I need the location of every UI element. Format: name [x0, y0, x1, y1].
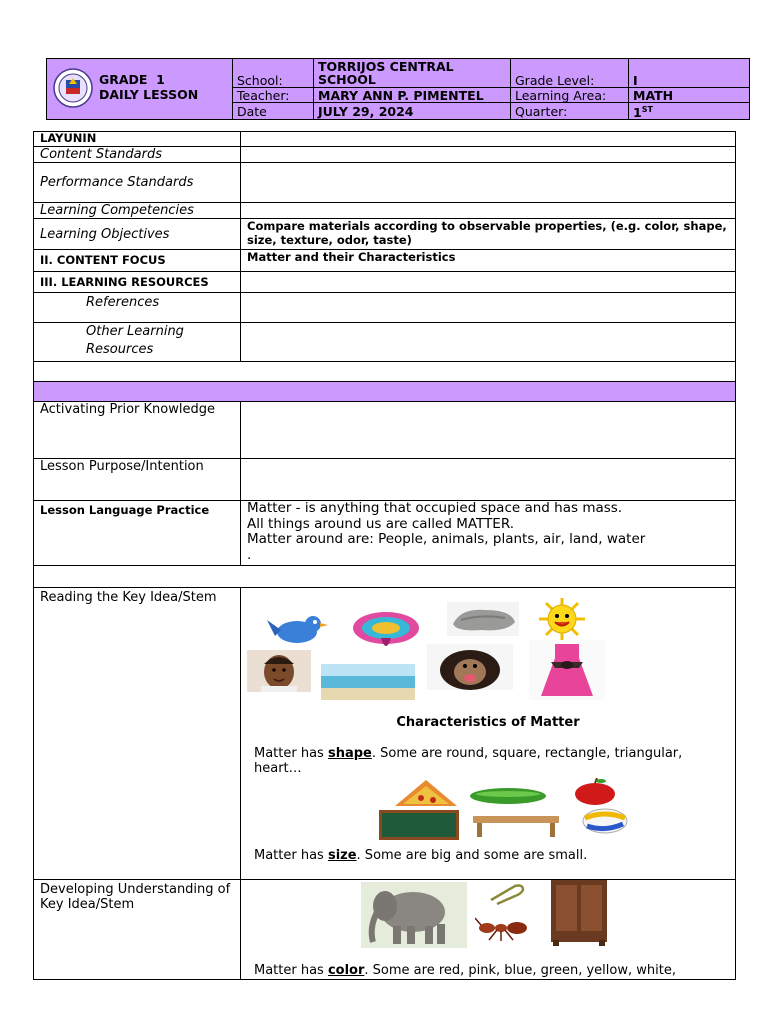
- lesson-language-value: [241, 501, 736, 566]
- content-standards-value: [241, 147, 736, 163]
- bird-image: [261, 610, 329, 650]
- grade-level-value: I: [629, 59, 750, 88]
- layunin-label: LAYUNIN: [34, 132, 241, 147]
- lesson-language-line2: All things around us are called MATTER.: [247, 515, 515, 532]
- date-label: Date: [233, 103, 314, 120]
- references-value: [241, 293, 736, 323]
- volleyball-image: [573, 806, 637, 836]
- reading-key-content: [241, 588, 736, 880]
- school-value: TORRIJOS CENTRAL SCHOOL: [314, 59, 511, 88]
- learning-objectives-value: Compare materials according to observable properties, (e.g. color, shape, size, texture, odor, taste): [241, 219, 736, 250]
- shape-text: Matter has shape. Some are round, square, rectangle, triangular, heart…: [254, 746, 683, 776]
- child-image: [247, 650, 311, 692]
- characteristics-title: Characteristics of Matter: [396, 715, 580, 730]
- references-label: References: [34, 293, 241, 323]
- lesson-language-line3: Matter around are: People, animals, plants, air, land, water: [247, 531, 646, 547]
- lesson-language-label: Lesson Language Practice: [34, 501, 241, 566]
- cabinet-image: [547, 880, 611, 946]
- rock-image: [447, 602, 519, 636]
- apple-image: [563, 778, 627, 806]
- content-standards-label: Content Standards: [34, 147, 241, 163]
- pizza-image: [391, 778, 461, 808]
- grade-level-label: Grade Level:: [511, 59, 629, 88]
- elephant-image: [361, 882, 467, 948]
- other-resources-label: Other Learning Resources: [34, 323, 241, 362]
- activating-prior-label: Activating Prior Knowledge: [34, 402, 241, 459]
- content-focus-label: II. CONTENT FOCUS: [34, 250, 241, 272]
- hat-image: [351, 608, 421, 654]
- school-label: School:: [233, 59, 314, 88]
- table-image: [469, 812, 563, 838]
- date-value: JULY 29, 2024: [314, 103, 511, 120]
- cucumber-image: [467, 786, 549, 806]
- developing-label: Developing Understanding of Key Idea/Stem: [34, 880, 241, 980]
- color-text: Matter has color. Some are red, pink, blue, green, yellow, white,: [254, 963, 676, 978]
- layunin-value: [241, 132, 736, 147]
- learning-competencies-label: Learning Competencies: [34, 203, 241, 219]
- lesson-purpose-label: Lesson Purpose/Intention: [34, 459, 241, 501]
- quarter-label: Quarter:: [511, 103, 629, 120]
- grade-title: GRADE 1: [99, 72, 165, 87]
- reading-key-label: Reading the Key Idea/Stem: [34, 588, 241, 880]
- developing-content: [241, 880, 736, 980]
- performance-standards-value: [241, 163, 736, 203]
- lesson-language-line4: .: [247, 546, 252, 563]
- header-table: [46, 58, 750, 120]
- monkey-image: [427, 644, 513, 690]
- learning-objectives-label: Learning Objectives: [34, 219, 241, 250]
- teacher-label: Teacher:: [233, 88, 314, 103]
- deped-seal-icon: [53, 68, 93, 108]
- lesson-language-line1: Matter - is anything that occupied space and has mass.: [247, 500, 623, 516]
- teacher-value: MARY ANN P. PIMENTEL: [314, 88, 511, 103]
- other-resources-value: [241, 323, 736, 362]
- learning-area-value: MATH: [629, 88, 750, 103]
- lesson-purpose-value: [241, 459, 736, 501]
- blank-row-2: [34, 566, 736, 588]
- sun-image: [531, 598, 593, 640]
- learning-resources-label: III. LEARNING RESOURCES: [34, 272, 241, 293]
- daily-lesson-title: DAILY LESSON: [99, 87, 199, 102]
- header-logo-cell: [47, 59, 233, 120]
- learning-resources-value: [241, 272, 736, 293]
- ant-image: [475, 916, 533, 942]
- blank-row: [34, 362, 736, 382]
- size-text: Matter has size. Some are big and some are small.: [254, 848, 588, 863]
- quarter-value: 1ST: [629, 103, 750, 120]
- learning-area-label: Learning Area:: [511, 88, 629, 103]
- performance-standards-label: Performance Standards: [34, 163, 241, 203]
- dress-image: [529, 640, 605, 700]
- paperclip-image: [487, 882, 527, 906]
- learning-competencies-value: [241, 203, 736, 219]
- sea-image: [321, 664, 415, 700]
- section-band: [34, 382, 736, 402]
- activating-prior-value: [241, 402, 736, 459]
- lesson-table: [33, 131, 736, 980]
- chalkboard-image: [379, 810, 459, 840]
- content-focus-value: Matter and their Characteristics: [241, 250, 736, 272]
